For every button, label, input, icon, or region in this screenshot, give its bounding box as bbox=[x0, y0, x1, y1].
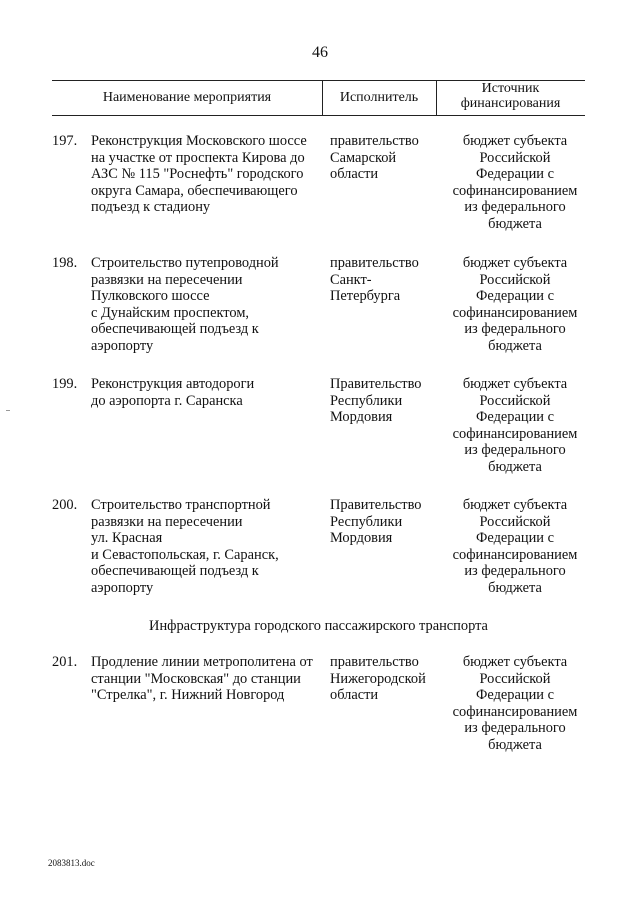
row-number: 197. bbox=[52, 133, 78, 149]
row-name: Продление линии метрополитена от станции "Московская" до станции "Стрелка", г. Нижний Новгород bbox=[91, 654, 313, 704]
page-number: 46 bbox=[312, 44, 328, 61]
row-source: бюджет субъекта Российской Федерации с софинансированием из федерального бюджета bbox=[452, 255, 578, 354]
row-executor: правительство Самарской области bbox=[330, 133, 419, 183]
row-name: Строительство транспортной развязки на пересечении ул. Красная и Севастопольская, г. Саранск, обеспечивающей подъезд к аэропорту bbox=[91, 497, 279, 596]
row-source: бюджет субъекта Российской Федерации с софинансированием из федерального бюджета bbox=[452, 376, 578, 475]
row-name: Реконструкция автодороги до аэропорта г. Саранска bbox=[91, 376, 255, 409]
row-number: 198. bbox=[52, 255, 78, 271]
row-source: бюджет субъекта Российской Федерации с софинансированием из федерального бюджета bbox=[452, 133, 578, 232]
row-number: 199. bbox=[52, 376, 78, 392]
row-executor: правительство Санкт- Петербурга bbox=[330, 255, 419, 305]
document-footer: 2083813.doc bbox=[48, 858, 95, 868]
section-heading: Инфраструктура городского пассажирского транспорта bbox=[149, 618, 488, 634]
row-executor: Правительство Республики Мордовия bbox=[330, 497, 422, 547]
header-rule-bottom bbox=[52, 115, 585, 116]
row-executor: Правительство Республики Мордовия bbox=[330, 376, 422, 426]
row-source: бюджет субъекта Российской Федерации с софинансированием из федерального бюджета bbox=[452, 497, 578, 596]
row-source: бюджет субъекта Российской Федерации с софинансированием из федерального бюджета bbox=[452, 654, 578, 753]
row-number: 201. bbox=[52, 654, 78, 670]
row-name: Строительство путепроводной развязки на пересечении Пулковского шоссе с Дунайским проспектом, обеспечивающей подъезд к аэропорту bbox=[91, 255, 279, 354]
header-source-column: Источник финансирования bbox=[460, 81, 561, 111]
row-number: 200. bbox=[52, 497, 78, 513]
row-executor: правительство Нижегородской области bbox=[330, 654, 426, 704]
header-name-column: Наименование мероприятия bbox=[102, 90, 272, 105]
margin-mark bbox=[6, 410, 10, 411]
header-executor-column: Исполнитель bbox=[339, 90, 419, 105]
row-name: Реконструкция Московского шоссе на участке от проспекта Кирова до АЗС № 115 "Роснефть" городского округа Самара, обеспечивающего подъезд к стадиону bbox=[91, 133, 307, 216]
